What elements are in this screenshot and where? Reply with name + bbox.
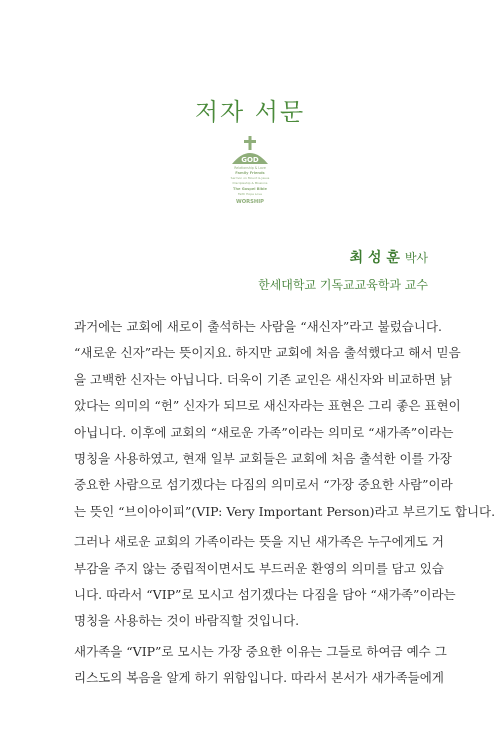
logo-line: Sermon on Mount & Jesus (230, 176, 270, 180)
text-line: 았다는 의미의 “헌” 신자가 되므로 새신자라는 표현은 그리 좋은 표현이 (74, 398, 461, 414)
text-line: “새로운 신자”라는 뜻이지요. 하지만 교회에 처음 출석했다고 해서 믿음 (74, 345, 461, 361)
text-line: 새가족을 “VIP”로 모시는 가장 중요한 이유는 그들로 하여금 예수 그 (74, 643, 447, 659)
text-line: 는 뜻인 “브이아이피”(VIP: Very Important Person)라고 부르기도 합니다. (74, 503, 496, 519)
author-title: 박사 (404, 251, 428, 265)
paragraph-3 (60, 639, 447, 692)
text-line: 부감을 주지 않는 중립적이면서도 부드러운 환영의 의미를 담고 있습 (74, 560, 444, 576)
logo-line: Family Friends (235, 171, 265, 175)
church-cross-logo-icon (226, 134, 274, 212)
text-line: 과거에는 교회에 새로이 출석하는 사람을 “새신자”라고 불렀습니다. (74, 319, 442, 334)
logo-line: WORSHIP (236, 199, 264, 205)
text-line: 그러나 새로운 교회의 가족이라는 뜻을 지닌 새가족은 누구에게도 거 (74, 534, 444, 550)
god-logo (226, 134, 274, 212)
logo-god-text: GOD (241, 156, 259, 164)
text-line: 을 고백한 신자는 아닙니다. 더욱이 기존 교인은 새신자와 비교하면 낡 (74, 371, 452, 387)
author-affiliation: 한세대학교 기독교교육학과 교수 (258, 278, 428, 292)
text-line: 아닙니다. 이후에 교회의 “새로운 가족”이라는 의미로 “새가족”이라는 (74, 424, 454, 440)
page-title: 저자 서문 (194, 98, 306, 126)
preface-body (60, 314, 496, 696)
text-line: 니다. 따라서 “VIP”로 모시고 섬기겠다는 다짐을 담아 “새가족”이라는 (74, 587, 456, 603)
text-line: 중요한 사람으로 섬기겠다는 다짐의 의미로서 “가장 중요한 사람”이라 (74, 477, 453, 493)
text-line: 리스도의 복음을 알게 하기 위함입니다. 따라서 본서가 새가족들에게 (74, 670, 444, 686)
author-name-line (258, 247, 428, 267)
text-line: 명칭을 사용하는 것이 바람직할 것입니다. (74, 613, 300, 629)
logo-line: Discipleship & Missions (232, 181, 268, 185)
logo-line: The Gospel Bible (233, 187, 267, 191)
logo-line: Relationship & Love (234, 166, 266, 170)
paragraph-1 (60, 314, 496, 525)
logo-line: Faith Hope Love (237, 192, 263, 196)
text-line: 명칭을 사용하였고, 현재 일부 교회들은 교회에 처음 출석한 이를 가장 (74, 451, 452, 467)
author-block (258, 247, 428, 293)
paragraph-2 (60, 529, 456, 635)
author-name: 최 성 훈 (349, 250, 400, 266)
